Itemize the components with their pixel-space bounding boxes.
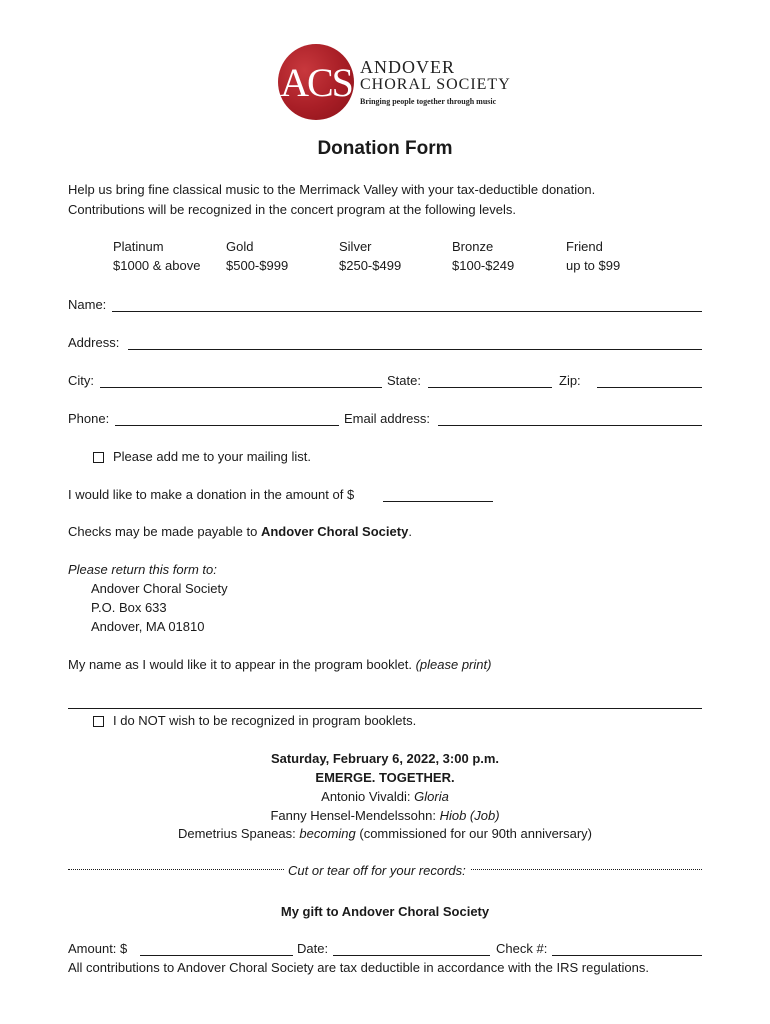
city-label: City:	[68, 373, 94, 388]
footer-note: All contributions to Andover Choral Society are tax deductible in accordance with the IRS regulations.	[68, 960, 649, 975]
level-bronze-range: $100-$249	[452, 258, 515, 273]
gift-heading: My gift to Andover Choral Society	[280, 904, 490, 919]
program-name-label	[68, 657, 491, 672]
program-name-field[interactable]	[68, 708, 702, 709]
mailing-list-label: Please add me to your mailing list.	[113, 449, 311, 464]
zip-field[interactable]	[597, 387, 702, 388]
level-gold-name: Gold	[226, 239, 254, 254]
name-field[interactable]	[112, 311, 702, 312]
level-gold-range: $500-$999	[226, 258, 289, 273]
work2-title: Hiob (Job)	[439, 808, 500, 823]
phone-label: Phone:	[68, 411, 110, 426]
return-line2: P.O. Box 633	[91, 600, 167, 615]
work3-title: becoming	[299, 826, 356, 841]
address-label: Address:	[68, 335, 120, 350]
donation-amount-field[interactable]	[383, 501, 493, 502]
logo-line1: ANDOVER	[360, 57, 455, 77]
level-platinum-name: Platinum	[113, 239, 164, 254]
email-field[interactable]	[438, 425, 702, 426]
receipt-date-field[interactable]	[333, 955, 490, 956]
mailing-list-checkbox[interactable]	[93, 452, 104, 463]
level-silver-range: $250-$499	[339, 258, 402, 273]
logo-line2: CHORAL SOCIETY	[360, 76, 511, 93]
work2-composer: Fanny Hensel-Mendelssohn:	[270, 808, 440, 823]
program-name-note: (please print)	[415, 657, 492, 672]
return-line1: Andover Choral Society	[91, 581, 228, 596]
receipt-check-field[interactable]	[552, 955, 702, 956]
return-line3: Andover, MA 01810	[91, 619, 205, 634]
intro-line1: Help us bring fine classical music to the Merrimack Valley with your tax-deductible donation.	[68, 182, 596, 197]
state-field[interactable]	[428, 387, 552, 388]
checks-note	[68, 524, 412, 539]
logo-mark: ACS	[280, 59, 352, 105]
cut-line-label: Cut or tear off for your records:	[284, 863, 470, 878]
state-label: State:	[387, 373, 421, 388]
donation-amount-label: I would like to make a donation in the amount of $	[68, 487, 355, 502]
work3-composer: Demetrius Spaneas:	[177, 826, 300, 841]
name-label: Name:	[68, 297, 107, 312]
work1-title: Gloria	[414, 789, 449, 804]
city-field[interactable]	[100, 387, 382, 388]
work1-composer: Antonio Vivaldi:	[321, 789, 415, 804]
receipt-amount-field[interactable]	[140, 955, 293, 956]
intro-line2: Contributions will be recognized in the concert program at the following levels.	[68, 202, 517, 217]
no-recognition-label: I do NOT wish to be recognized in program booklets.	[113, 713, 417, 728]
zip-label: Zip:	[559, 373, 581, 388]
level-bronze-name: Bronze	[452, 239, 494, 254]
concert-work3	[0, 826, 770, 841]
level-friend-name: Friend	[566, 239, 603, 254]
checks-prefix: Checks may be made payable to	[68, 524, 261, 539]
concert-date: Saturday, February 6, 2022, 3:00 p.m.	[270, 751, 500, 766]
work3-note: (commissioned for our 90th anniversary)	[355, 826, 593, 841]
no-recognition-checkbox[interactable]	[93, 716, 104, 727]
return-heading: Please return this form to:	[68, 562, 217, 577]
program-name-text: My name as I would like it to appear in the program booklet.	[68, 657, 416, 672]
checks-payee: Andover Choral Society	[260, 524, 409, 539]
receipt-amount-label: Amount: $	[68, 941, 128, 956]
logo-tagline: Bringing people together through music	[360, 97, 497, 106]
checks-suffix: .	[408, 524, 412, 539]
level-platinum-range: $1000 & above	[113, 258, 201, 273]
address-field[interactable]	[128, 349, 702, 350]
concert-name: EMERGE. TOGETHER.	[315, 770, 455, 785]
phone-field[interactable]	[115, 425, 339, 426]
email-label: Email address:	[344, 411, 430, 426]
level-silver-name: Silver	[339, 239, 372, 254]
receipt-check-label: Check #:	[496, 941, 548, 956]
page-title: Donation Form	[317, 138, 453, 159]
level-friend-range: up to $99	[566, 258, 621, 273]
concert-work2	[0, 808, 770, 823]
concert-work1	[0, 789, 770, 804]
receipt-date-label: Date:	[297, 941, 329, 956]
